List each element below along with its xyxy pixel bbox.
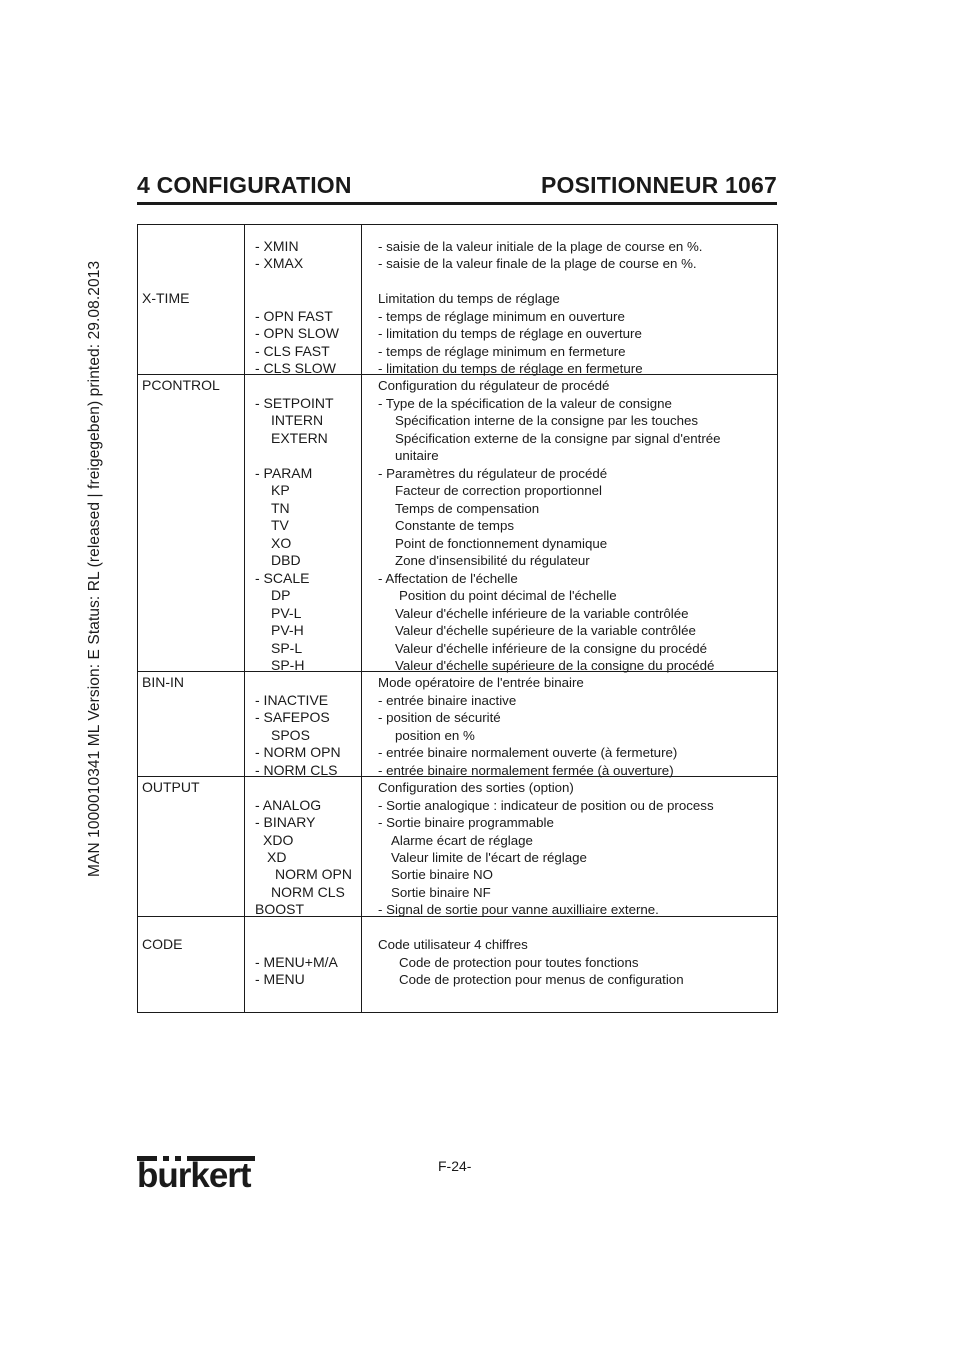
description-line: Constante de temps bbox=[395, 518, 515, 533]
description-line: Valeur d'échelle inférieure de la variable contrôlée bbox=[395, 606, 689, 621]
param-item: XD bbox=[267, 849, 287, 865]
param-item: - SCALE bbox=[255, 570, 310, 586]
param-item: - XMIN bbox=[255, 238, 299, 254]
param-item: DP bbox=[271, 587, 291, 603]
description-line: Sortie binaire NO bbox=[391, 867, 493, 882]
param-item: - OPN SLOW bbox=[255, 325, 340, 341]
param-item: - MENU+M/A bbox=[255, 954, 338, 970]
param-item: SP-L bbox=[271, 640, 303, 656]
param-item: - ANALOG bbox=[255, 797, 322, 813]
param-item: - SETPOINT bbox=[255, 395, 334, 411]
param-item: BOOST bbox=[255, 901, 305, 917]
param-item: EXTERN bbox=[271, 430, 328, 446]
description-line: - Sortie binaire programmable bbox=[378, 815, 554, 830]
param-item: - CLS FAST bbox=[255, 343, 330, 359]
description-line: Configuration du régulateur de procédé bbox=[378, 378, 610, 393]
description-line: position en % bbox=[395, 728, 475, 743]
description-line: Mode opératoire de l'entrée binaire bbox=[378, 675, 584, 690]
param-item: XDO bbox=[263, 832, 294, 848]
description-line: - entrée binaire normalement ouverte (à fermeture) bbox=[378, 745, 678, 760]
param-item: - NORM OPN bbox=[255, 744, 341, 760]
page-header bbox=[137, 172, 777, 205]
description-line: Spécification interne de la consigne par les touches bbox=[395, 413, 699, 428]
description-line: Code utilisateur 4 chiffres bbox=[378, 937, 528, 952]
description-line: Position du point décimal de l'échelle bbox=[399, 588, 617, 603]
param-item: XO bbox=[271, 535, 292, 551]
param-item: SPOS bbox=[271, 727, 310, 743]
column-divider bbox=[244, 225, 245, 1012]
description-line: Valeur d'échelle supérieure de la variable contrôlée bbox=[395, 623, 696, 638]
param-item: NORM OPN bbox=[275, 866, 352, 882]
description-line: Facteur de correction proportionnel bbox=[395, 483, 602, 498]
param-item: - XMAX bbox=[255, 255, 304, 271]
description-line: Limitation du temps de réglage bbox=[378, 291, 560, 306]
param-item: - CLS SLOW bbox=[255, 360, 336, 376]
param-item: DBD bbox=[271, 552, 301, 568]
description-line: - temps de réglage minimum en fermeture bbox=[378, 344, 626, 359]
description-line: unitaire bbox=[395, 448, 439, 463]
description-line: - Signal de sortie pour vanne auxilliaire externe. bbox=[378, 902, 659, 917]
description-line: Temps de compensation bbox=[395, 501, 540, 516]
menu-name: BIN-IN bbox=[142, 674, 184, 690]
description-line: Valeur limite de l'écart de réglage bbox=[391, 850, 587, 865]
param-item: INTERN bbox=[271, 412, 324, 428]
menu-name: PCONTROL bbox=[142, 377, 220, 393]
description-line: - saisie de la valeur finale de la plage de course en %. bbox=[378, 256, 697, 271]
param-item: KP bbox=[271, 482, 290, 498]
description-line: Code de protection pour menus de configuration bbox=[399, 972, 684, 987]
description-line: - Paramètres du régulateur de procédé bbox=[378, 466, 608, 481]
param-item: - OPN FAST bbox=[255, 308, 333, 324]
description-line: Valeur d'échelle supérieure de la consigne du procédé bbox=[395, 658, 715, 673]
document-status-stamp: MAN 1000010341 ML Version: E Status: RL (released | freigegeben) printed: 29.08.2013 bbox=[86, 260, 103, 877]
param-item: PV-L bbox=[271, 605, 302, 621]
configuration-table bbox=[137, 224, 778, 1013]
param-item: - NORM CLS bbox=[255, 762, 338, 778]
param-item: - BINARY bbox=[255, 814, 316, 830]
param-item: TN bbox=[271, 500, 290, 516]
description-line: - entrée binaire normalement fermée (à ouverture) bbox=[378, 763, 674, 778]
description-line: Sortie binaire NF bbox=[391, 885, 491, 900]
description-line: Point de fonctionnement dynamique bbox=[395, 536, 608, 551]
description-line: - temps de réglage minimum en ouverture bbox=[378, 309, 625, 324]
page-number: F-24- bbox=[438, 1158, 472, 1174]
menu-name: OUTPUT bbox=[142, 779, 200, 795]
description-line: - limitation du temps de réglage en ouverture bbox=[378, 326, 642, 341]
menu-name: X-TIME bbox=[142, 290, 190, 306]
description-line: Zone d'insensibilité du régulateur bbox=[395, 553, 590, 568]
description-line: Code de protection pour toutes fonctions bbox=[399, 955, 639, 970]
description-line: - saisie de la valeur initiale de la plage de course en %. bbox=[378, 239, 703, 254]
description-line: - Type de la spécification de la valeur de consigne bbox=[378, 396, 672, 411]
param-item: TV bbox=[271, 517, 289, 533]
description-line: - Sortie analogique : indicateur de position ou de process bbox=[378, 798, 714, 813]
param-item: - PARAM bbox=[255, 465, 313, 481]
description-line: - position de sécurité bbox=[378, 710, 501, 725]
description-line: - entrée binaire inactive bbox=[378, 693, 517, 708]
param-item: SP-H bbox=[271, 657, 305, 673]
param-item: - SAFEPOS bbox=[255, 709, 330, 725]
description-line: - Affectation de l'échelle bbox=[378, 571, 518, 586]
description-line: Spécification externe de la consigne par signal d'entrée bbox=[395, 431, 721, 446]
burkert-logo bbox=[137, 1156, 255, 1195]
logo-wordmark: burkert bbox=[137, 1156, 251, 1195]
description-line: Configuration des sorties (option) bbox=[378, 780, 574, 795]
column-divider bbox=[361, 225, 362, 1012]
menu-name: CODE bbox=[142, 936, 183, 952]
chapter-title: 4 CONFIGURATION bbox=[137, 172, 352, 198]
description-line: - limitation du temps de réglage en fermeture bbox=[378, 361, 643, 376]
param-item: NORM CLS bbox=[271, 884, 345, 900]
param-item: - INACTIVE bbox=[255, 692, 329, 708]
param-item: PV-H bbox=[271, 622, 304, 638]
description-line: Alarme écart de réglage bbox=[391, 833, 533, 848]
product-title: POSITIONNEUR 1067 bbox=[540, 172, 777, 198]
description-line: Valeur d'échelle inférieure de la consigne du procédé bbox=[395, 641, 708, 656]
param-item: - MENU bbox=[255, 971, 305, 987]
